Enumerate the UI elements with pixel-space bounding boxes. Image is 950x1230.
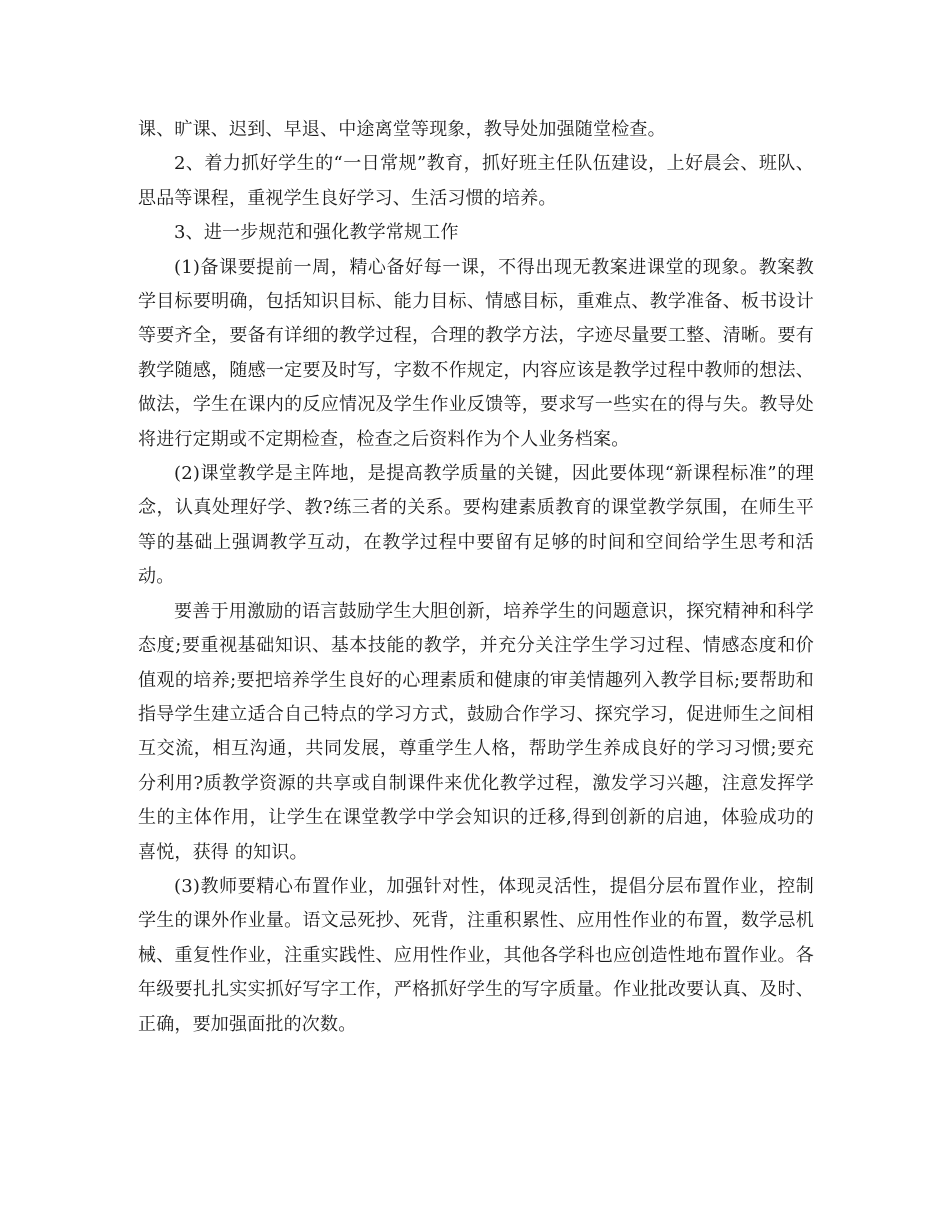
document-body — [138, 113, 814, 1042]
paragraph-homework: (3)教师要精心布置作业，加强针对性，体现灵活性，提倡分层布置作业，控制学生的课外作业量。语文忌死抄、死背，注重积累性、应用性作业的布置，数学忌机械、重复性作业，注重实践性、应用性作业，其他各学科也应创造性地布置作业。各年级要扎扎实实抓好写字工作，严格抓好学生的写字质量。作业批改要认真、及时、正确，要加强面批的次数。 — [138, 875, 814, 1035]
paragraph-continuation: 课、旷课、迟到、早退、中途离堂等现象，教导处加强随堂检查。 — [138, 119, 666, 140]
paragraph-heading-teaching-routine: 3、进一步规范和强化教学常规工作 — [174, 222, 459, 244]
paragraph-daily-routine: 2、着力抓好学生的“一日常规”教育，抓好班主任队伍建设，上好晨会、班队、思品等课程，重视学生良好学习、生活习惯的培养。 — [138, 153, 814, 209]
paragraph-lesson-preparation: (1)备课要提前一周，精心备好每一课，不得出现无教案进课堂的现象。教案教学目标要明确，包括知识目标、能力目标、情感目标，重难点、教学准备、板书设计等要齐全，要备有详细的教学过程，合理的教学方法，字迹尽量要工整、清晰。要有教学随感，随感一定要及时写，字数不作规定，内容应该是教学过程中教师的想法、做法，学生在课内的反应情况及学生作业反馈等，要求写一些实在的得与失。教导处将进行定期或不定期检查，检查之后资料作为个人业务档案。 — [138, 256, 814, 450]
paragraph-encouragement: 要善于用激励的语言鼓励学生大胆创新，培养学生的问题意识，探究精神和科学态度;要重视基础知识、基本技能的教学，并充分关注学生学习过程、情感态度和价值观的培养;要把培养学生良好的心理素质和健康的审美情趣列入教学目标;要帮助和指导学生建立适合自己特点的学习方式，鼓励合作学习、探究学习，促进师生之间相互交流，相互沟通，共同发展，尊重学生人格，帮助学生养成良好的学习习惯;要充分利用?质教学资源的共享或自制课件来优化教学过程，激发学习兴趣，注意发挥学生的主体作用，让学生在课堂教学中学会知识的迁移,得到创新的启迪，体验成功的喜悦，获得 的知识。 — [138, 600, 814, 863]
paragraph-classroom-teaching: (2)课堂教学是主阵地，是提高教学质量的关键，因此要体现“新课程标准”的理念，认真处理好学、教?练三者的关系。要构建素质教育的课堂教学氛围，在师生平等的基础上强调教学互动，在教学过程中要留有足够的时间和空间给学生思考和活动。 — [138, 463, 814, 588]
